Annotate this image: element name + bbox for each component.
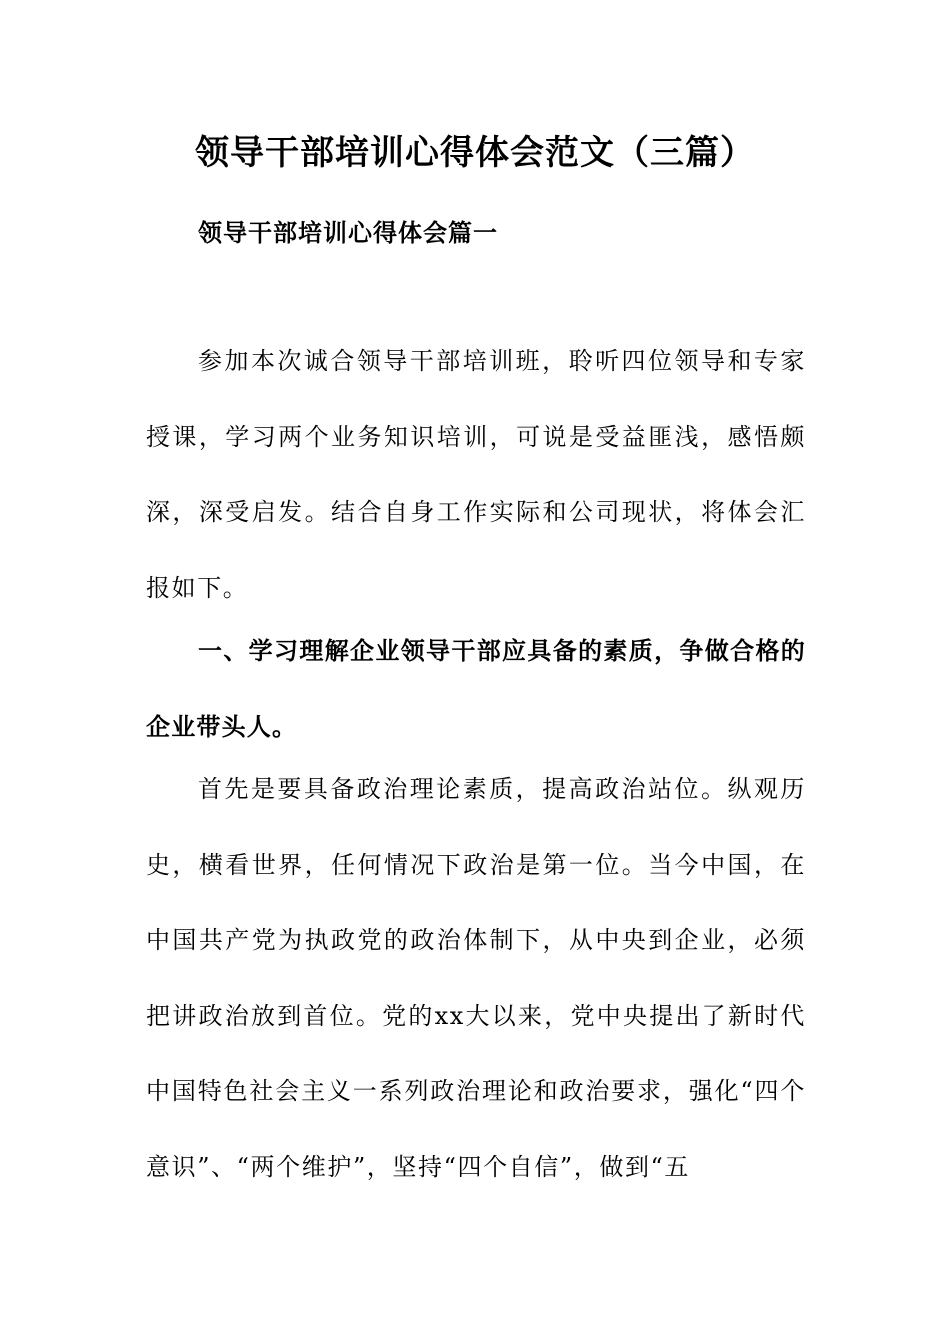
body-paragraph-intro: 参加本次诚合领导干部培训班，聆听四位领导和专家授课，学习两个业务知识培训，可说是受益匪浅，感悟颇深，深受启发。结合自身工作实际和公司现状，将体会汇报如下。 — [146, 347, 806, 602]
document-title: 领导干部培训心得体会范文（三篇） — [195, 133, 755, 173]
body-paragraph-political-quality: 首先是要具备政治理论素质，提高政治站位。纵观历史，横看世界，任何情况下政治是第一位。当今中国，在中国共产党为执政党的政治体制下，从中央到企业，必须把讲政治放到首位。党的xx大以来，党中央提出了新时代中国特色社会主义一系列政治理论和政治要求，强化“四个意识”、“两个维护”，坚持“四个自信”，做到“五 — [146, 775, 806, 1181]
section-heading-1: 一、学习理解企业领导干部应具备的素质，争做合格的企业带头人。 — [146, 637, 806, 741]
section-subtitle: 领导干部培训心得体会篇一 — [198, 219, 498, 247]
